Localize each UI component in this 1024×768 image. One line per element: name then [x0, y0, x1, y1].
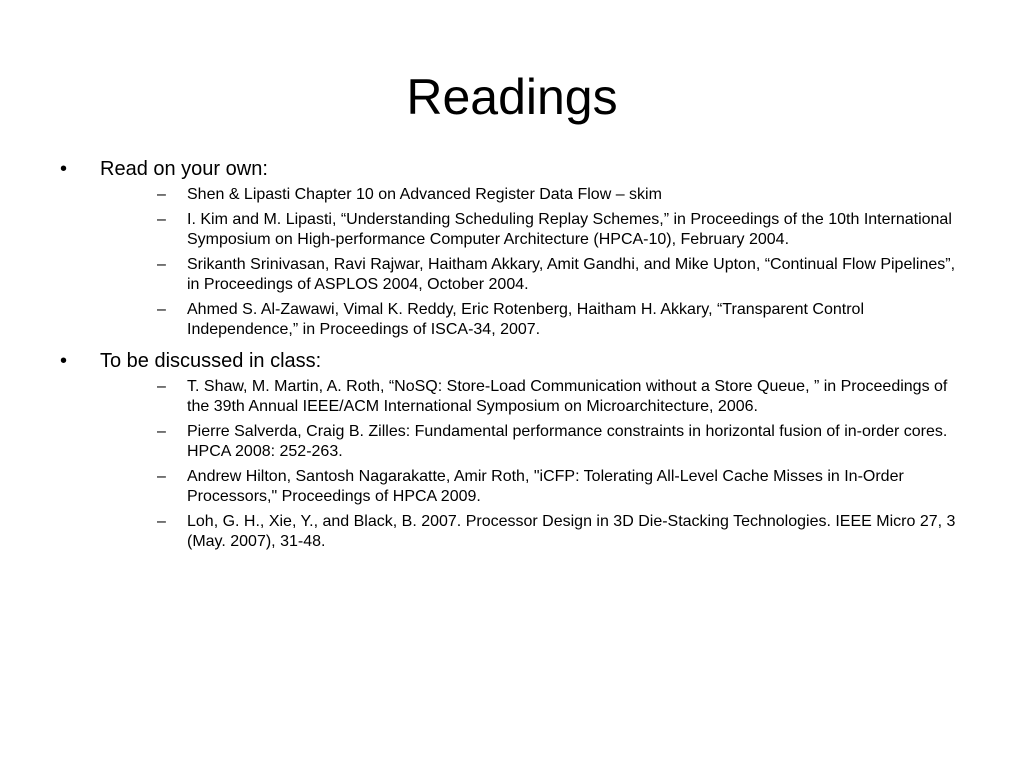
- bullet-heading: Read on your own:: [100, 158, 268, 180]
- list-item: [100, 422, 968, 462]
- bullet-read-on-your-own: [58, 156, 968, 340]
- dash-icon: –: [157, 423, 166, 440]
- dash-icon: –: [157, 256, 166, 273]
- bullet-icon: •: [60, 158, 68, 180]
- reading-text: Loh, G. H., Xie, Y., and Black, B. 2007. Processor Design in 3D Die-Stacking Technologies. IEEE Micro 27, 3 (May. 2007), 31-48.: [187, 513, 956, 550]
- list-item: [100, 467, 968, 507]
- reading-text: T. Shaw, M. Martin, A. Roth, “NoSQ: Store-Load Communication without a Store Queue, ” in Proceedings of the 39th Annual IEEE/ACM International Symposium on Microarchitecture, 2006.: [187, 378, 948, 415]
- slide-content: [58, 156, 968, 552]
- reading-text: Pierre Salverda, Craig B. Zilles: Fundamental performance constraints in horizontal fusion of in-order cores. HPCA 2008: 252-263.: [187, 423, 948, 460]
- list-item: [100, 377, 968, 417]
- list-item: [100, 210, 968, 250]
- list-item: [100, 255, 968, 295]
- bullet-to-be-discussed: [58, 348, 968, 552]
- dash-icon: –: [157, 378, 166, 395]
- reading-text: Andrew Hilton, Santosh Nagarakatte, Amir Roth, "iCFP: Tolerating All-Level Cache Misses in In-Order Processors," Proceedings of HPCA 2009.: [187, 468, 904, 505]
- dash-icon: –: [157, 186, 166, 203]
- list-item: [100, 185, 968, 205]
- sub-list: [100, 185, 968, 340]
- reading-text: Ahmed S. Al-Zawawi, Vimal K. Reddy, Eric Rotenberg, Haitham H. Akkary, “Transparent Control Independence,” in Proceedings of ISCA-34, 2007.: [187, 301, 864, 338]
- reading-text: I. Kim and M. Lipasti, “Understanding Scheduling Replay Schemes,” in Proceedings of the 10th International Symposium on High-performance Computer Architecture (HPCA-10), February 2004.: [187, 211, 952, 248]
- bullet-icon: •: [60, 350, 68, 372]
- reading-text: Srikanth Srinivasan, Ravi Rajwar, Haitham Akkary, Amit Gandhi, and Mike Upton, “Continual Flow Pipelines”, in Proceedings of ASPLOS 2004, October 2004.: [187, 256, 956, 293]
- slide-title: Readings: [406, 69, 618, 125]
- list-item: [100, 512, 968, 552]
- list-item: [100, 300, 968, 340]
- bullet-heading: To be discussed in class:: [100, 350, 322, 372]
- dash-icon: –: [157, 301, 166, 318]
- dash-icon: –: [157, 468, 166, 485]
- reading-text: Shen & Lipasti Chapter 10 on Advanced Register Data Flow – skim: [187, 186, 662, 203]
- dash-icon: –: [157, 211, 166, 228]
- dash-icon: –: [157, 513, 166, 530]
- sub-list: [100, 377, 968, 552]
